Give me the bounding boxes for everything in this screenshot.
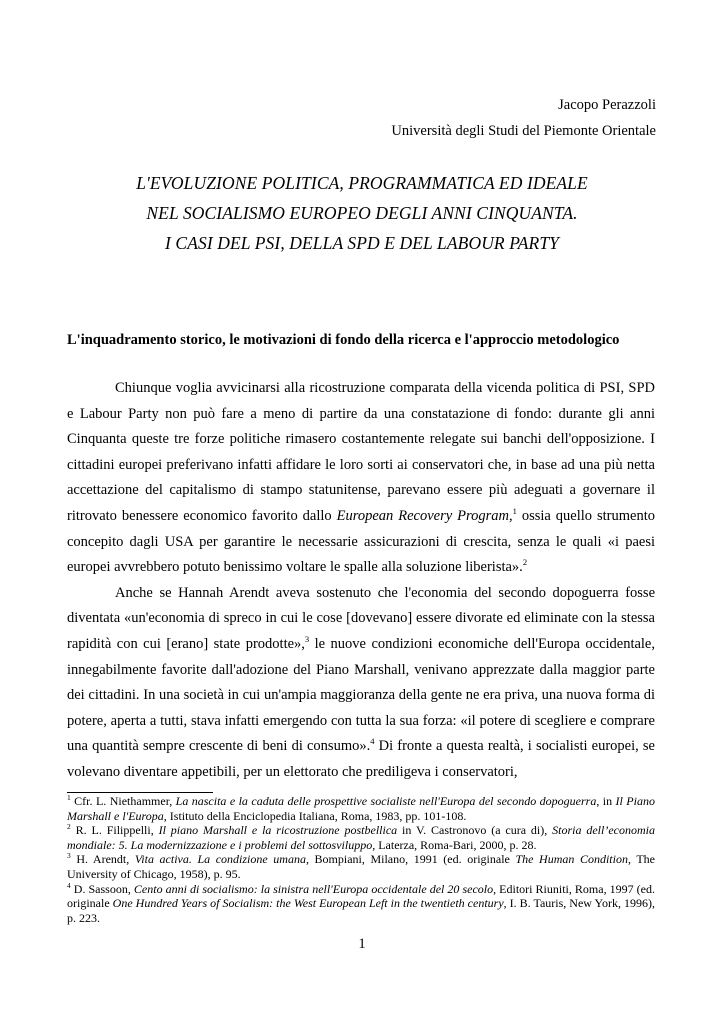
text-run: Anche se Hannah Arendt aveva sostenuto che l'economia del secondo dopoguerra fosse diventata «un'economia di spreco in cui le cose [dovevano] essere divorate ed eliminate con la stessa rapidità con cui [erano] state prodotte», xyxy=(67,584,655,652)
text-run: H. Arendt, xyxy=(70,852,135,867)
text-run: , in xyxy=(596,794,616,808)
footnote xyxy=(67,794,655,823)
italic-text-run: The Human Condition xyxy=(515,852,628,867)
page-number: 1 xyxy=(358,936,366,952)
footnote-ref[interactable]: 1 xyxy=(512,505,517,516)
footnote-ref[interactable]: 4 xyxy=(370,736,375,747)
author-name: Jacopo Perazzoli xyxy=(558,97,656,113)
text-run: , Bompiani, Milano, 1991 (ed. originale xyxy=(305,852,516,867)
text-run: ossia quello strumento concepito dagli USA per garantire le necessarie assicurazioni di crescita, senza le quali «i paesi europei avvrebbero potuto benissimo voltare le spalle alla soluzione liberista». xyxy=(67,507,655,576)
italic-text-run: Il Piano Marshall e l'Europa xyxy=(67,794,655,823)
italic-text-run: Vita activa. La condizione umana xyxy=(134,852,306,867)
italic-text-run: Cento anni di socialismo: la sinistra nell'Europa occidentale del 20 secolo xyxy=(133,881,494,896)
title-line: NEL SOCIALISMO EUROPEO DEGLI ANNI CINQUANTA. xyxy=(146,203,578,223)
author-block xyxy=(391,92,656,144)
paragraph xyxy=(67,581,655,786)
text-run: , Editori Riuniti, Roma, 1997 (ed. originale xyxy=(67,881,656,911)
text-run: , I. B. Tauris, New York, 1996), p. 223. xyxy=(67,896,655,925)
text-run: D. Sassoon, xyxy=(70,881,134,896)
text-run: in V. Castronovo (a cura di), xyxy=(397,823,553,838)
text-run: le nuove condizioni economiche dell'Europa occidentale, innegabilmente favorite dall'adozione del Piano Marshall, venivano apprezzate dalla maggior parte dei cittadini. In una società in cui un'ampia maggioranza della gente ne era priva, una nuova forma di potere, aperta a tutti, stava infatti emergendo con tutta la sua forza: «il potere di scegliere e comprare una quantità sempre crescente di beni di consumo». xyxy=(67,635,655,755)
text-run: , Istituto della Enciclopedia Italiana, Roma, 1983, pp. 101-108. xyxy=(163,808,467,823)
footnote-number: 2 xyxy=(67,822,71,832)
text-run: , The University of Chicago, 1958), p. 95. xyxy=(67,852,655,881)
italic-text-run: Il piano Marshall e la ricostruzione postbellica xyxy=(158,823,398,838)
italic-text-run: Storia dell’economia mondiale: 5. La modernizzazione e i problemi del sottosviluppo xyxy=(67,823,655,852)
footnote-number: 4 xyxy=(67,880,71,890)
italic-text-run: European Recovery Program xyxy=(336,507,509,524)
italic-text-run: La nascita e la caduta delle prospettive socialiste nell'Europa del secondo dopoguerra xyxy=(175,794,597,808)
footnote-number: 1 xyxy=(67,793,71,802)
text-run: Di fronte a questa realtà, i socialisti europei, se volevano diventare appetibili, per un elettorato che prediligeva i conservatori, xyxy=(67,738,655,780)
footnote xyxy=(67,823,655,852)
footnote-ref[interactable]: 3 xyxy=(304,633,310,644)
text-run: Cfr. L. Niethammer, xyxy=(70,794,176,808)
italic-text-run: One Hundred Years of Socialism: the West European Left in the twentieth century xyxy=(112,896,504,911)
footnote-number: 3 xyxy=(67,851,71,861)
text-run: , Laterza, Roma-Bari, 2000, p. 28. xyxy=(372,837,537,852)
text-run: Chiunque voglia avvicinarsi alla ricostruzione comparata della vicenda politica di PSI, SPD e Labour Party non può fare a meno di partire da una constatazione di fondo: durante gli anni Cinquanta queste tre forze politiche rimasero costantemente relegate sui banchi dell'opposizione. I cittadini europei preferivano infatti affidare le loro sorti ai conservatori che, in base ad una più netta accettazione del capitalismo di stampo statunitense, parevano essere più adeguati a governare il ritrovato benessere economico favorito dallo xyxy=(67,380,655,524)
footnote-ref[interactable]: 2 xyxy=(522,557,528,568)
footnote xyxy=(67,882,655,926)
body-text xyxy=(67,376,655,786)
title-line: L'EVOLUZIONE POLITICA, PROGRAMMATICA ED IDEALE xyxy=(136,173,588,193)
text-run: , xyxy=(508,507,513,524)
author-affiliation: Università degli Studi del Piemonte Orientale xyxy=(391,123,656,139)
title-line: I CASI DEL PSI, DELLA SPD E DEL LABOUR PARTY xyxy=(165,233,559,253)
section-heading: L'inquadramento storico, le motivazioni di fondo della ricerca e l'approccio metodologico xyxy=(67,332,620,348)
footnotes xyxy=(67,794,655,925)
text-run: R. L. Filippelli, xyxy=(70,823,159,838)
paragraph xyxy=(67,376,655,581)
paper-title xyxy=(0,168,724,258)
footnote-separator xyxy=(67,792,213,793)
footnote xyxy=(67,852,655,881)
